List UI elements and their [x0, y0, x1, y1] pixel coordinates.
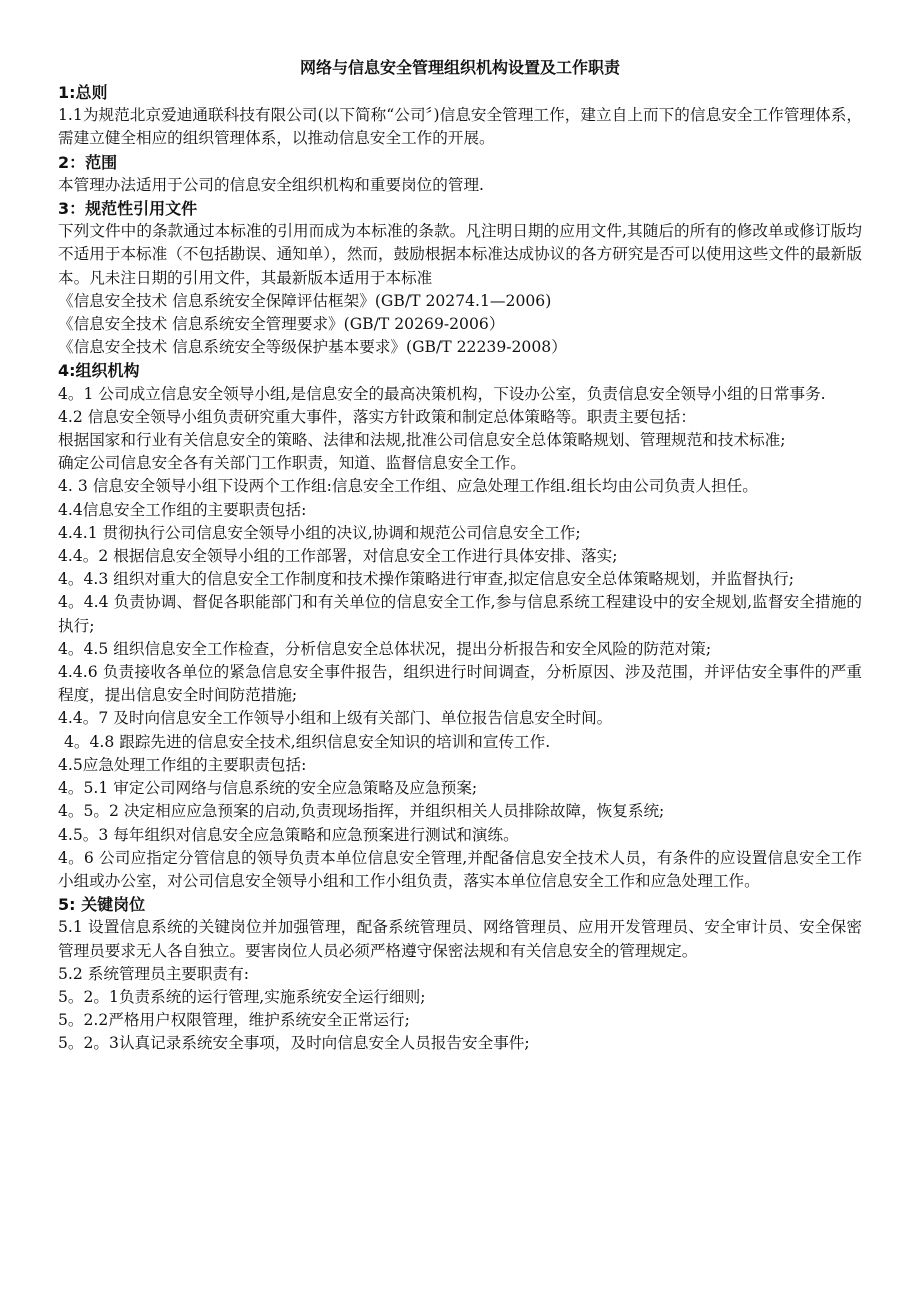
paragraph: 4.5应急处理工作组的主要职责包括: — [58, 755, 307, 774]
paragraph: 4.4信息安全工作组的主要职责包括: — [58, 500, 307, 519]
paragraph: 4. 3 信息安全领导小组下设两个工作组:信息安全工作组、应急处理工作组.组长均由公司负责人担任。 — [58, 477, 758, 496]
paragraph: 4.2 信息安全领导小组负责研究重大事件，落实方针政策和制定总体策略等。职责主要包括： — [58, 407, 696, 426]
paragraph: 4.4.6 负责接收各单位的紧急信息安全事件报告，组织进行时间调查，分析原因、涉及范围，并评估安全事件的严重程度，提出信息安全时间防范措施; — [58, 663, 862, 705]
paragraph: 4。4.8 跟踪先进的信息安全技术,组织信息安全知识的培训和宣传工作. — [64, 732, 551, 751]
paragraph: 4。4.5 组织信息安全工作检查，分析信息安全总体状况，提出分析报告和安全风险的防范对策; — [58, 639, 712, 658]
section-heading: 1:总则 — [58, 83, 108, 102]
paragraph: 4。4.3 组织对重大的信息安全工作制度和技术操作策略进行审查,拟定信息安全总体策略规划，并监督执行; — [58, 570, 795, 589]
paragraph: 5.1 设置信息系统的关键岗位并加强管理，配备系统管理员、网络管理员、应用开发管理员、安全审计员、安全保密管理员要求无人各自独立。要害岗位人员必须严格遵守保密法规和有关信息安全的管理规定。 — [58, 918, 862, 960]
paragraph: 下列文件中的条款通过本标准的引用而成为本标准的条款。凡注明日期的应用文件,其随后的所有的修改单或修订版均不适用于本标准（不包括勘误、通知单），然而，鼓励根据本标准达成协议的各方研究是否可以使用这些文件的最新版本。凡未注日期的引用文件，其最新版本适用于本标准 — [58, 222, 862, 287]
paragraph: 4。6 公司应指定分管信息的领导负责本单位信息安全管理,并配备信息安全技术人员，有条件的应设置信息安全工作小组或办公室，对公司信息安全领导小组和工作小组负责，落实本单位信息安全工作和应急处理工作。 — [58, 848, 862, 890]
paragraph: 《信息安全技术 信息系统安全管理要求》(GB/T 20269-2006） — [58, 315, 505, 334]
paragraph: 5。2。1负责系统的运行管理,实施系统安全运行细则; — [58, 987, 426, 1006]
paragraph: 5。2。3认真记录系统安全事项，及时向信息安全人员报告安全事件; — [58, 1034, 530, 1053]
paragraph: 《信息安全技术 信息系统安全保障评估框架》(GB/T 20274.1—2006) — [58, 291, 552, 310]
paragraph: 1.1为规范北京爱迪通联科技有限公司(以下简称“公司〞)信息安全管理工作，建立自上而下的信息安全工作管理体系，需建立健全相应的组织管理体系，以推动信息安全工作的开展。 — [58, 106, 862, 148]
document-title: 网络与信息安全管理组织机构设置及工作职责 — [299, 58, 620, 77]
paragraph: 确定公司信息安全各有关部门工作职责，知道、监督信息安全工作。 — [58, 454, 526, 473]
paragraph: 本管理办法适用于公司的信息安全组织机构和重要岗位的管理. — [58, 175, 484, 194]
document-body — [58, 81, 862, 1056]
paragraph: 4。5.1 审定公司网络与信息系统的安全应急策略及应急预案; — [58, 779, 478, 798]
section-heading: 2：范围 — [58, 152, 118, 172]
paragraph: 4。4.4 负责协调、督促各职能部门和有关单位的信息安全工作,参与信息系统工程建设中的安全规划,监督安全措施的执行; — [58, 593, 862, 635]
paragraph: 4.4。2 根据信息安全领导小组的工作部署，对信息安全工作进行具体安排、落实; — [58, 547, 618, 566]
paragraph: 4.5。3 每年组织对信息安全应急策略和应急预案进行测试和演练。 — [58, 825, 519, 844]
paragraph: 4.4.1 贯彻执行公司信息安全领导小组的决议,协调和规范公司信息安全工作; — [58, 523, 581, 542]
paragraph: 根据国家和行业有关信息安全的策略、法律和法规,批准公司信息安全总体策略规划、管理规范和技术标准; — [58, 431, 786, 450]
paragraph: 5.2 系统管理员主要职责有: — [58, 964, 249, 983]
paragraph: 4。1 公司成立信息安全领导小组,是信息安全的最高决策机构，下设办公室，负责信息安全领导小组的日常事务. — [58, 384, 826, 403]
paragraph: 5。2.2严格用户权限管理，维护系统安全正常运行; — [58, 1011, 410, 1030]
section-heading: 5: 关键岗位 — [58, 895, 146, 915]
paragraph: 4.4。7 及时向信息安全工作领导小组和上级有关部门、单位报告信息安全时间。 — [58, 709, 613, 728]
paragraph: 4。5。2 决定相应应急预案的启动,负责现场指挥，并组织相关人员排除故障，恢复系统; — [58, 802, 665, 821]
section-heading: 3：规范性引用文件 — [58, 199, 198, 219]
section-heading: 4:组织机构 — [58, 361, 140, 381]
paragraph: 《信息安全技术 信息系统安全等级保护基本要求》(GB/T 22239-2008） — [58, 338, 567, 357]
